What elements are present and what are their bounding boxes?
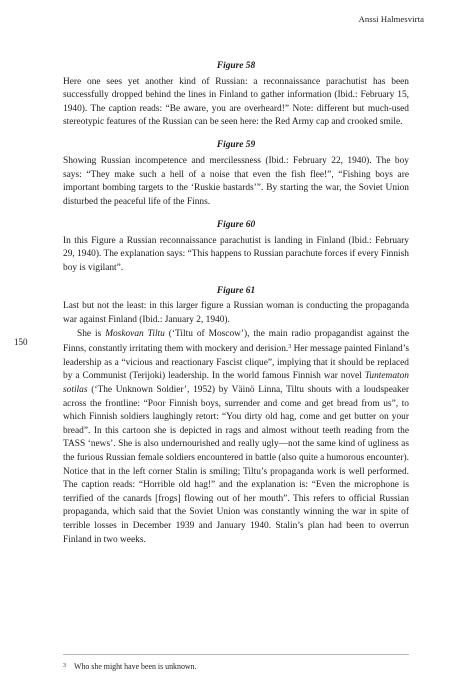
figure-58-section xyxy=(63,60,409,130)
figure-60-text: In this Figure a Russian reconnaissance parachutist is landing in Finland (Ibid.: February 29, 1940). The explanation says: “This happens to Russian parachute forces if every Finnish boy is vigilant”. xyxy=(63,235,409,273)
figure-60-title: Figure 60 xyxy=(216,219,256,230)
running-head: Anssi Halmesvirta xyxy=(358,14,424,24)
footnote xyxy=(63,662,409,671)
footnote-divider xyxy=(63,654,409,655)
para2-after-title: (‘Tiltu of Moscow’), the main radio propagandist against the Finns, constantly irritating them with mockery and derision. xyxy=(63,328,409,355)
figure-59-text: Showing Russian incompetence and mercilessness (Ibid.: February 22, 1940). The boy says: “They make such a hell of a noise that even the fish flee!”, “Fishing boys are important bombing targets to the ‘Ruskie bastards’”. By starting the war, the Soviet Union disturbed the peaceful life of the Finns. xyxy=(63,156,409,207)
figure-59-section xyxy=(63,139,409,209)
figure-61-paragraph-2 xyxy=(63,328,409,548)
figure-61-section xyxy=(63,285,409,547)
footnote-reference[interactable]: 3 xyxy=(288,344,292,351)
figure-58-title: Figure 58 xyxy=(216,61,256,71)
para2-pre: She is xyxy=(77,328,106,339)
figure-59-title: Figure 59 xyxy=(216,140,256,151)
page-number: 150 xyxy=(14,337,28,347)
para2-after-ref: Her message painted Finland’s leadership as a “vicious and reactionary Fascist clique”, implying that it should be replaced by a Communist (Terijoki) leadership. In the world famous Finnish war novel xyxy=(63,344,409,382)
para2-rest: (‘The Unknown Soldier’, 1952) by Väinö Linna, Tiltu shouts with a loudspeaker across the frontline: “Poor Finnish boys, surrender and come and get bread from us”, to which Finnish soldiers laughingly retort: “You dirty old hag, come and get butter on your bread”. In this cartoon she is depicted in rags and almost without teeth reading from the TASS ‘news’. She is also undernourished and really ugly—not the same kind of ugliness as the furious Russian female soldiers encountered in battle (also quite a humorous encounter). Notice that in the left corner Stalin is smiling; Tiltu’s propaganda work is well performed. The caption reads: “Horrible old hag!” and the explanation is: “Even the microphone is terrified of the canards [frogs] flowing out of her mouth”. This refers to official Russian propaganda, which said that the Soviet Union was constantly winning the war in spite of terrible losses in December 1939 and January 1940. Stalin’s plan had been to overrun Finland in two weeks. xyxy=(63,384,409,545)
figure-60-section xyxy=(63,219,409,275)
para2-title-moskovan-tiltu: Moskovan Tiltu xyxy=(105,328,165,339)
para2-title-tuntematon-sotilas: Tuntematon sotilas xyxy=(63,371,409,395)
figure-61-title: Figure 61 xyxy=(216,285,256,296)
figure-58-text: Here one sees yet another kind of Russian: a reconnaissance parachutist has been successfully dropped behind the lines in Finland to gather information (Ibid.: February 15, 1940). The caption reads: “Be aware, you are overheard!” Note: different but much-used stereotypic features of the Russian can be seen here: the Red Army cap and crooked smile. xyxy=(63,76,409,128)
body-text xyxy=(63,60,409,547)
footnote-text: Who she might have been is unknown. xyxy=(74,662,197,671)
footnote-number: 3 xyxy=(63,663,66,669)
figure-61-text: Last but not the least: in this larger figure a Russian woman is conducting the propaganda war against Finland (Ibid.: January 2, 1940). xyxy=(63,301,409,325)
